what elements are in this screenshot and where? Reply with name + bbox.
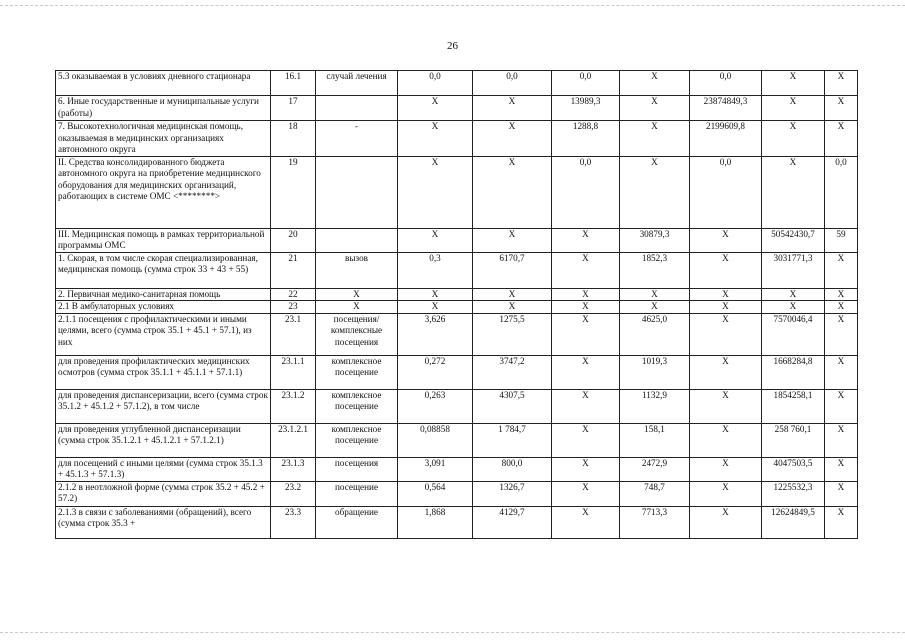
share-percent-cell: 59 <box>825 228 858 252</box>
volume-per-person-cell: X <box>398 288 473 301</box>
oms-total-cell: 3031771,3 <box>762 252 825 288</box>
cost-per-unit-cell: X <box>473 288 552 301</box>
oms-total-cell: 258 760,1 <box>762 423 825 457</box>
budget-total-cell: 0,0 <box>690 71 762 96</box>
unit-cell: посещение <box>316 481 398 506</box>
row-number-cell: 17 <box>271 96 316 121</box>
volume-per-person-cell: 0,564 <box>398 481 473 506</box>
volume-per-person-cell: 0,08858 <box>398 423 473 457</box>
oms-per-capita-cell: 30879,3 <box>620 228 690 252</box>
budget-total-cell: X <box>690 389 762 423</box>
table-row <box>56 301 858 314</box>
row-number-cell: 21 <box>271 252 316 288</box>
share-percent-cell: X <box>825 313 858 355</box>
volume-per-person-cell: 0,3 <box>398 252 473 288</box>
oms-per-capita-cell: X <box>620 288 690 301</box>
oms-total-cell: 1668284,8 <box>762 355 825 389</box>
scan-edge-top <box>0 0 905 6</box>
budget-total-cell: X <box>690 423 762 457</box>
row-name-cell: 2. Первичная медико-санитарная помощь <box>56 288 271 301</box>
row-number-cell: 23.1.2.1 <box>271 423 316 457</box>
volume-per-person-cell: 1,868 <box>398 506 473 538</box>
row-name-cell: 2.1 В амбулаторных условиях <box>56 301 271 314</box>
unit-cell: посещения <box>316 457 398 481</box>
share-percent-cell: X <box>825 506 858 538</box>
row-name-cell: 2.1.1 посещения с профилактическими и иными целями, всего (сумма строк 35.1 + 45.1 + 57.1), из них <box>56 313 271 355</box>
unit-cell: посещения/комплексные посещения <box>316 313 398 355</box>
unit-cell: комплексное посещение <box>316 355 398 389</box>
scan-edge-bottom <box>0 632 905 634</box>
share-percent-cell: X <box>825 457 858 481</box>
row-name-cell: 2.1.2 в неотложной форме (сумма строк 35.2 + 45.2 + 57.2) <box>56 481 271 506</box>
cost-per-unit-cell: 4307,5 <box>473 389 552 423</box>
budget-total-cell: X <box>690 481 762 506</box>
budget-per-capita-cell: X <box>552 481 620 506</box>
oms-total-cell: 1854258,1 <box>762 389 825 423</box>
oms-total-cell: X <box>762 288 825 301</box>
table-row <box>56 457 858 481</box>
row-name-cell: 7. Высокотехнологичная медицинская помощь, оказываемая в медицинских организациях автономного округа <box>56 121 271 157</box>
cost-per-unit-cell: 6170,7 <box>473 252 552 288</box>
unit-cell: обращение <box>316 506 398 538</box>
oms-per-capita-cell: 2472,9 <box>620 457 690 481</box>
cost-per-unit-cell: 800,0 <box>473 457 552 481</box>
cost-per-unit-cell: 3747,2 <box>473 355 552 389</box>
table-row <box>56 313 858 355</box>
budget-per-capita-cell: 1288,8 <box>552 121 620 157</box>
oms-total-cell: X <box>762 156 825 228</box>
unit-cell: случай лечения <box>316 71 398 96</box>
unit-cell: комплексное посещение <box>316 423 398 457</box>
budget-per-capita-cell: X <box>552 288 620 301</box>
oms-total-cell: X <box>762 121 825 157</box>
unit-cell <box>316 228 398 252</box>
budget-total-cell: X <box>690 457 762 481</box>
budget-per-capita-cell: 13989,3 <box>552 96 620 121</box>
budget-per-capita-cell: 0,0 <box>552 71 620 96</box>
volume-per-person-cell: X <box>398 121 473 157</box>
table-row <box>56 481 858 506</box>
row-number-cell: 20 <box>271 228 316 252</box>
volume-per-person-cell: X <box>398 228 473 252</box>
budget-per-capita-cell: X <box>552 423 620 457</box>
share-percent-cell: X <box>825 301 858 314</box>
share-percent-cell: X <box>825 71 858 96</box>
volume-per-person-cell: X <box>398 301 473 314</box>
unit-cell: - <box>316 121 398 157</box>
table-row <box>56 506 858 538</box>
cost-per-unit-cell: X <box>473 96 552 121</box>
oms-per-capita-cell: 7713,3 <box>620 506 690 538</box>
cost-per-unit-cell: X <box>473 121 552 157</box>
budget-total-cell: X <box>690 506 762 538</box>
cost-per-unit-cell: X <box>473 156 552 228</box>
row-number-cell: 22 <box>271 288 316 301</box>
oms-per-capita-cell: 1132,9 <box>620 389 690 423</box>
oms-per-capita-cell: X <box>620 71 690 96</box>
cost-per-unit-cell: 4129,7 <box>473 506 552 538</box>
budget-total-cell: 23874849,3 <box>690 96 762 121</box>
table-row <box>56 96 858 121</box>
volume-per-person-cell: 0,0 <box>398 71 473 96</box>
share-percent-cell: 0,0 <box>825 156 858 228</box>
oms-per-capita-cell: 4625,0 <box>620 313 690 355</box>
oms-per-capita-cell: X <box>620 301 690 314</box>
row-number-cell: 23.2 <box>271 481 316 506</box>
table-row <box>56 228 858 252</box>
oms-total-cell: X <box>762 96 825 121</box>
budget-total-cell: X <box>690 252 762 288</box>
table-row <box>56 355 858 389</box>
cost-per-unit-cell: 1275,5 <box>473 313 552 355</box>
oms-per-capita-cell: X <box>620 156 690 228</box>
row-name-cell: 2.1.3 в связи с заболеваниями (обращений), всего (сумма строк 35.3 + <box>56 506 271 538</box>
unit-cell <box>316 156 398 228</box>
cost-per-unit-cell: 1326,7 <box>473 481 552 506</box>
page-number: 26 <box>447 40 458 52</box>
oms-per-capita-cell: X <box>620 96 690 121</box>
budget-per-capita-cell: X <box>552 389 620 423</box>
medical-care-volume-table <box>55 70 858 539</box>
share-percent-cell: X <box>825 288 858 301</box>
oms-total-cell: 7570046,4 <box>762 313 825 355</box>
row-name-cell: 6. Иные государственные и муниципальные услуги (работы) <box>56 96 271 121</box>
table-row <box>56 389 858 423</box>
oms-total-cell: 50542430,7 <box>762 228 825 252</box>
share-percent-cell: X <box>825 96 858 121</box>
row-name-cell: для проведения углубленной диспансеризации (сумма строк 35.1.2.1 + 45.1.2.1 + 57.1.2.1) <box>56 423 271 457</box>
row-name-cell: 5.3 оказываемая в условиях дневного стационара <box>56 71 271 96</box>
table-row <box>56 252 858 288</box>
row-number-cell: 23.1 <box>271 313 316 355</box>
row-name-cell: для проведения диспансеризации, всего (сумма строк 35.1.2 + 45.1.2 + 57.1.2), в том числе <box>56 389 271 423</box>
budget-per-capita-cell: X <box>552 457 620 481</box>
volume-per-person-cell: 3,091 <box>398 457 473 481</box>
row-name-cell: для проведения профилактических медицинских осмотров (сумма строк 35.1.1 + 45.1.1 + 57.1.1) <box>56 355 271 389</box>
budget-per-capita-cell: X <box>552 252 620 288</box>
table-row <box>56 121 858 157</box>
row-number-cell: 18 <box>271 121 316 157</box>
oms-per-capita-cell: 158,1 <box>620 423 690 457</box>
volume-per-person-cell: X <box>398 96 473 121</box>
budget-per-capita-cell: X <box>552 355 620 389</box>
row-name-cell: II. Средства консолидированного бюджета автономного округа на приобретение медицинского оборудования для медицинских организаций, работающих в системе ОМС <********> <box>56 156 271 228</box>
oms-total-cell: 1225532,3 <box>762 481 825 506</box>
budget-total-cell: 2199609,8 <box>690 121 762 157</box>
row-number-cell: 23.3 <box>271 506 316 538</box>
share-percent-cell: X <box>825 389 858 423</box>
cost-per-unit-cell: X <box>473 228 552 252</box>
oms-total-cell: 12624849,5 <box>762 506 825 538</box>
oms-total-cell: 4047503,5 <box>762 457 825 481</box>
budget-per-capita-cell: X <box>552 313 620 355</box>
oms-per-capita-cell: 1019,3 <box>620 355 690 389</box>
share-percent-cell: X <box>825 252 858 288</box>
row-name-cell: для посещений с иными целями (сумма строк 35.1.3 + 45.1.3 + 57.1.3) <box>56 457 271 481</box>
budget-per-capita-cell: X <box>552 301 620 314</box>
share-percent-cell: X <box>825 121 858 157</box>
cost-per-unit-cell: 0,0 <box>473 71 552 96</box>
row-name-cell: 1. Скорая, в том числе скорая специализированная, медицинская помощь (сумма строк 33 + 43 + 55) <box>56 252 271 288</box>
budget-total-cell: X <box>690 228 762 252</box>
table-row <box>56 423 858 457</box>
volume-per-person-cell: 0,263 <box>398 389 473 423</box>
budget-total-cell: X <box>690 355 762 389</box>
table-row <box>56 156 858 228</box>
table-row <box>56 288 858 301</box>
oms-per-capita-cell: 1852,3 <box>620 252 690 288</box>
budget-total-cell: 0,0 <box>690 156 762 228</box>
share-percent-cell: X <box>825 355 858 389</box>
cost-per-unit-cell: 1 784,7 <box>473 423 552 457</box>
unit-cell: вызов <box>316 252 398 288</box>
budget-per-capita-cell: 0,0 <box>552 156 620 228</box>
cost-per-unit-cell: X <box>473 301 552 314</box>
unit-cell: X <box>316 288 398 301</box>
budget-total-cell: X <box>690 301 762 314</box>
share-percent-cell: X <box>825 481 858 506</box>
oms-per-capita-cell: X <box>620 121 690 157</box>
volume-per-person-cell: 3,626 <box>398 313 473 355</box>
oms-total-cell: X <box>762 71 825 96</box>
budget-total-cell: X <box>690 313 762 355</box>
budget-per-capita-cell: X <box>552 228 620 252</box>
row-number-cell: 23.1.3 <box>271 457 316 481</box>
row-number-cell: 16.1 <box>271 71 316 96</box>
unit-cell: комплексное посещение <box>316 389 398 423</box>
row-number-cell: 19 <box>271 156 316 228</box>
volume-per-person-cell: X <box>398 156 473 228</box>
row-number-cell: 23 <box>271 301 316 314</box>
budget-per-capita-cell: X <box>552 506 620 538</box>
row-name-cell: III. Медицинская помощь в рамках территориальной программы ОМС <box>56 228 271 252</box>
unit-cell <box>316 96 398 121</box>
unit-cell: X <box>316 301 398 314</box>
oms-total-cell: X <box>762 301 825 314</box>
row-number-cell: 23.1.1 <box>271 355 316 389</box>
share-percent-cell: X <box>825 423 858 457</box>
table-row <box>56 71 858 96</box>
budget-total-cell: X <box>690 288 762 301</box>
volume-per-person-cell: 0,272 <box>398 355 473 389</box>
row-number-cell: 23.1.2 <box>271 389 316 423</box>
oms-per-capita-cell: 748,7 <box>620 481 690 506</box>
